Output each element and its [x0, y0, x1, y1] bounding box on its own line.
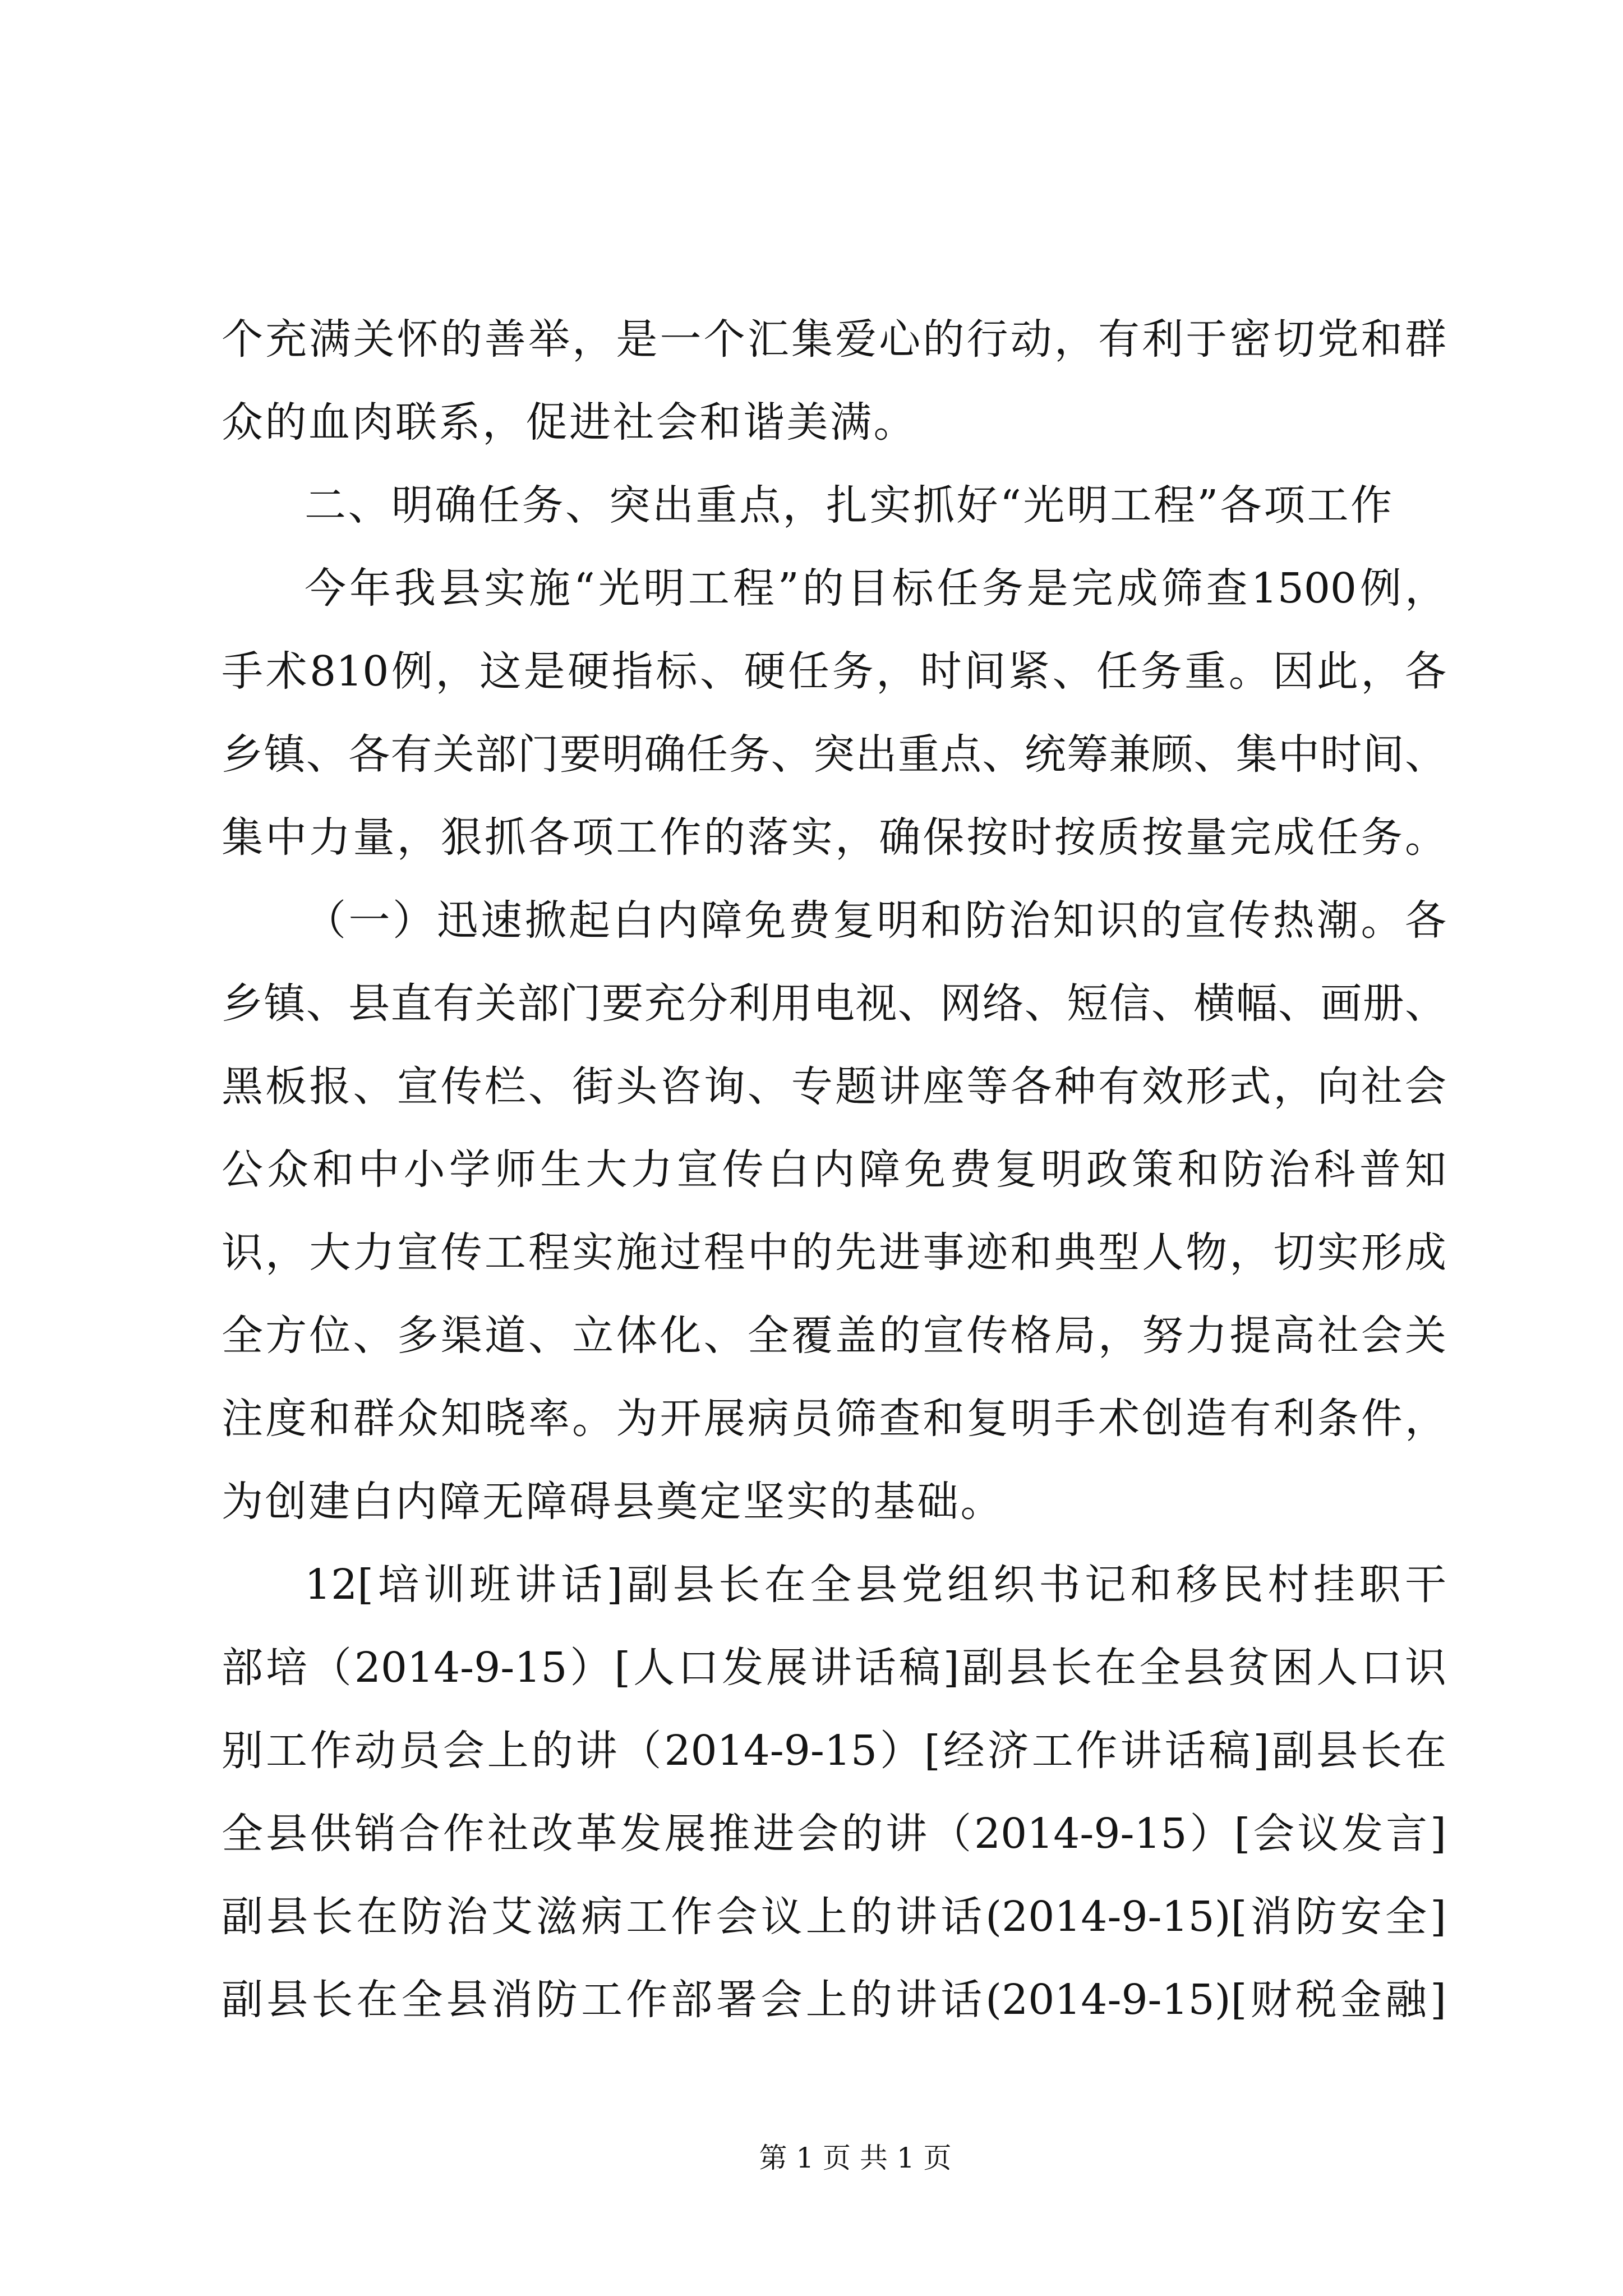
text-line: 全方位、多渠道、立体化、全覆盖的宣传格局，努力提高社会关: [222, 1312, 1446, 1360]
text-line: 为创建白内障无障碍县奠定坚实的基础。: [222, 1478, 1004, 1526]
paragraph: [222, 879, 1446, 1543]
text-line: 注度和群众知晓率。为开展病员筛查和复明手术创造有利条件，: [222, 1395, 1446, 1443]
body-text: [222, 298, 1446, 2041]
text-line: 众的血肉联系，促进社会和谐美满。: [222, 398, 917, 447]
text-line: 12[培训班讲话]副县长在全县党组织书记和移民村挂职干: [305, 1561, 1446, 1609]
text-line: 黑板报、宣传栏、街头咨询、专题讲座等各种有效形式，向社会: [222, 1062, 1446, 1111]
paragraph: [222, 1543, 1446, 2041]
text-line: 别工作动员会上的讲（2014-9-15）[经济工作讲话稿]副县长在: [222, 1727, 1446, 1775]
paragraph: [222, 298, 1446, 464]
text-line: 集中力量，狠抓各项工作的落实，确保按时按质按量完成任务。: [222, 813, 1446, 862]
text-line: 公众和中小学师生大力宣传白内障免费复明政策和防治科普知: [222, 1145, 1446, 1194]
text-line: （一）迅速掀起白内障免费复明和防治知识的宣传热潮。各: [305, 896, 1446, 945]
text-line: 个充满关怀的善举，是一个汇集爱心的行动，有利于密切党和群: [222, 315, 1446, 364]
text-line: 二、明确任务、突出重点，扎实抓好“光明工程”各项工作: [305, 481, 1394, 530]
text-line: 乡镇、各有关部门要明确任务、突出重点、统筹兼顾、集中时间、: [222, 730, 1446, 779]
text-line: 副县长在防治艾滋病工作会议上的讲话(2014-9-15)[消防安全]: [222, 1893, 1446, 1941]
page-footer: 第 1 页 共 1 页: [759, 2142, 952, 2174]
text-line: 乡镇、县直有关部门要充分利用电视、网络、短信、横幅、画册、: [222, 979, 1446, 1028]
paragraph: [222, 547, 1446, 879]
text-line: 部培（2014-9-15）[人口发展讲话稿]副县长在全县贫困人口识: [222, 1644, 1446, 1692]
section-heading: [222, 464, 1446, 547]
text-line: 识，大力宣传工程实施过程中的先进事迹和典型人物，切实形成: [222, 1228, 1446, 1277]
text-line: 副县长在全县消防工作部署会上的讲话(2014-9-15)[财税金融]: [222, 1976, 1446, 2024]
text-line: 手术810例，这是硬指标、硬任务，时间紧、任务重。因此，各: [222, 647, 1446, 696]
text-line: 今年我县实施“光明工程”的目标任务是完成筛查1500例，: [305, 564, 1446, 613]
text-line: 全县供销合作社改革发展推进会的讲（2014-9-15）[会议发言]: [222, 1810, 1446, 1858]
